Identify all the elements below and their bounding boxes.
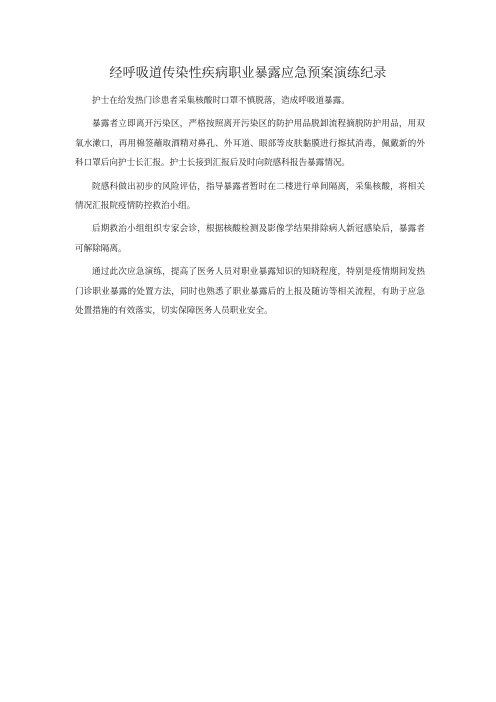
paragraph-summary: 通过此次应急演练，提高了医务人员对职业暴露知识的知晓程度，特别是疫情期间发热门诊职业暴露的处置方法，同时也熟悉了职业暴露后的上报及随访等相关流程，有助于应急处置措施的有效落实，切实保障医务人员职业安全。 bbox=[75, 267, 425, 317]
document-title: 经呼吸道传染性疾病职业暴露应急预案演练纪录 bbox=[109, 66, 387, 81]
paragraph-immediate-response: 暴露者立即离开污染区，严格按照离开污染区的防护用品脱卸流程摘脱防护用品，用双氧水漱口，再用棉签蘸取酒精对鼻孔、外耳道、眼部等皮肤黏膜进行擦拭消毒，佩戴新的外科口罩后向护士长汇报。护士长接到汇报后及时向院感科报告暴露情况。 bbox=[75, 119, 425, 169]
document-body bbox=[75, 92, 425, 325]
paragraph-risk-assessment: 院感科做出初步的风险评估，指导暴露者暂时在二楼进行单间隔离，采集核酸，将相关情况汇报院疫情防控救治小组。 bbox=[75, 181, 425, 212]
paragraph-incident: 护士在给发热门诊患者采集核酸时口罩不慎脱落，造成呼吸道暴露。 bbox=[92, 96, 350, 106]
paragraph-follow-up: 后期救治小组组织专家会诊，根据核酸检测及影像学结果排除病人新冠感染后，暴露者可解除隔离。 bbox=[75, 224, 425, 254]
